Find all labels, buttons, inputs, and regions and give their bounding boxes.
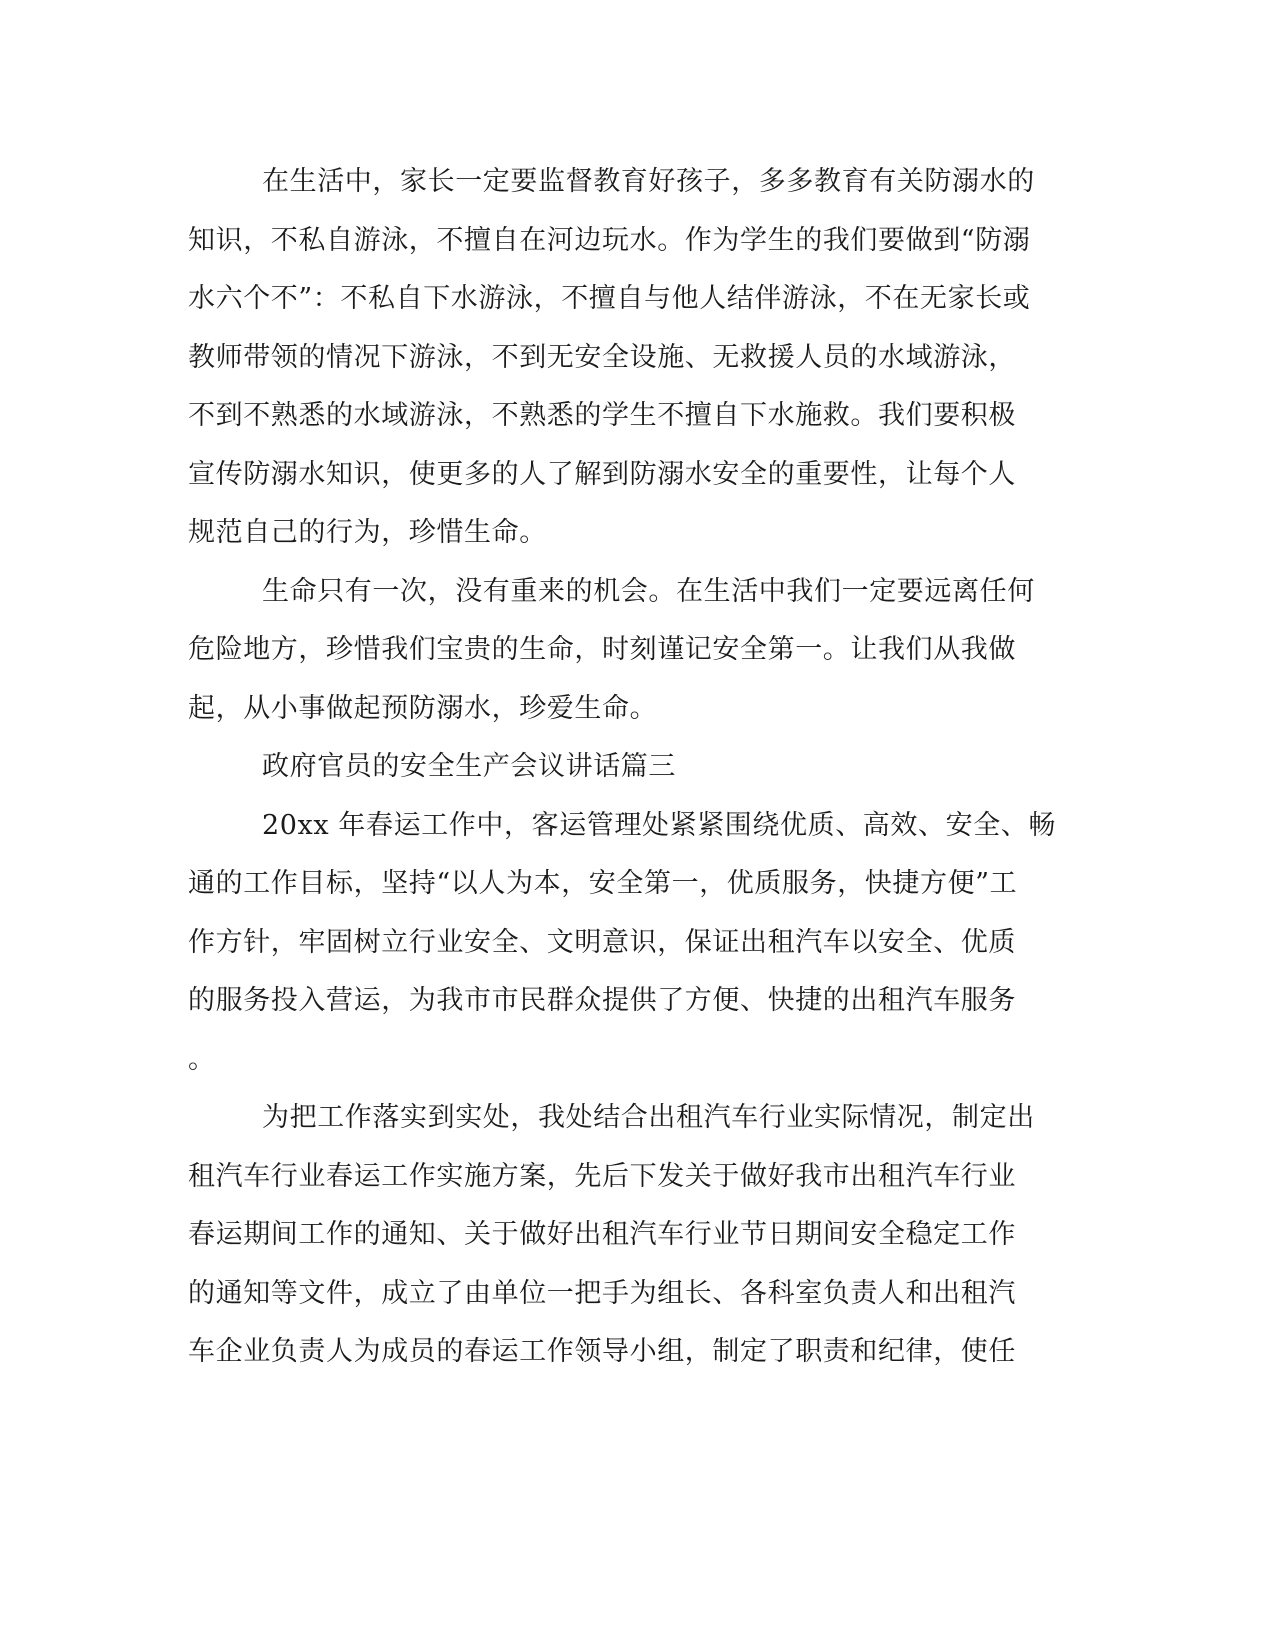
text-line: 作方针，牢固树立行业安全、文明意识，保证出租汽车以安全、优质 <box>188 927 1016 958</box>
text-line: 教师带领的情况下游泳，不到无安全设施、无救援人员的水域游泳， <box>188 342 1016 373</box>
text-line: 租汽车行业春运工作实施方案，先后下发关于做好我市出租汽车行业 <box>188 1161 1016 1192</box>
text-line: 的服务投入营运，为我市市民群众提供了方便、快捷的出租汽车服务 <box>188 985 1016 1016</box>
text-line: 不到不熟悉的水域游泳，不熟悉的学生不擅自下水施救。我们要积极 <box>188 400 1016 431</box>
text-line: 起，从小事做起预防溺水，珍爱生命。 <box>188 693 658 724</box>
text-line: 20xx 年春运工作中，客运管理处紧紧围绕优质、高效、安全、畅 <box>262 810 1056 841</box>
text-line: 车企业负责人为成员的春运工作领导小组，制定了职责和纪律，使任 <box>188 1336 1016 1367</box>
text-line: 危险地方，珍惜我们宝贵的生命，时刻谨记安全第一。让我们从我做 <box>188 634 1016 665</box>
text-line: 在生活中，家长一定要监督教育好孩子，多多教育有关防溺水的 <box>262 166 1035 197</box>
text-line: 。 <box>188 1044 216 1075</box>
text-line: 的通知等文件，成立了由单位一把手为组长、各科室负责人和出租汽 <box>188 1278 1016 1309</box>
text-line: 为把工作落实到实处，我处结合出租汽车行业实际情况，制定出 <box>262 1102 1035 1133</box>
text-line: 通的工作目标，坚持“以人为本，安全第一，优质服务，快捷方便”工 <box>188 868 1018 899</box>
text-line: 水六个不”：不私自下水游泳，不擅自与他人结伴游泳，不在无家长或 <box>188 283 1031 314</box>
text-line: 生命只有一次，没有重来的机会。在生活中我们一定要远离任何 <box>262 576 1035 607</box>
section-heading: 政府官员的安全生产会议讲话篇三 <box>262 751 676 782</box>
text-line: 春运期间工作的通知、关于做好出租汽车行业节日期间安全稳定工作 <box>188 1219 1016 1250</box>
text-line: 规范自己的行为，珍惜生命。 <box>188 517 547 548</box>
text-line: 知识，不私自游泳，不擅自在河边玩水。作为学生的我们要做到“防溺 <box>188 225 1031 256</box>
text-line: 宣传防溺水知识，使更多的人了解到防溺水安全的重要性，让每个人 <box>188 459 1016 490</box>
